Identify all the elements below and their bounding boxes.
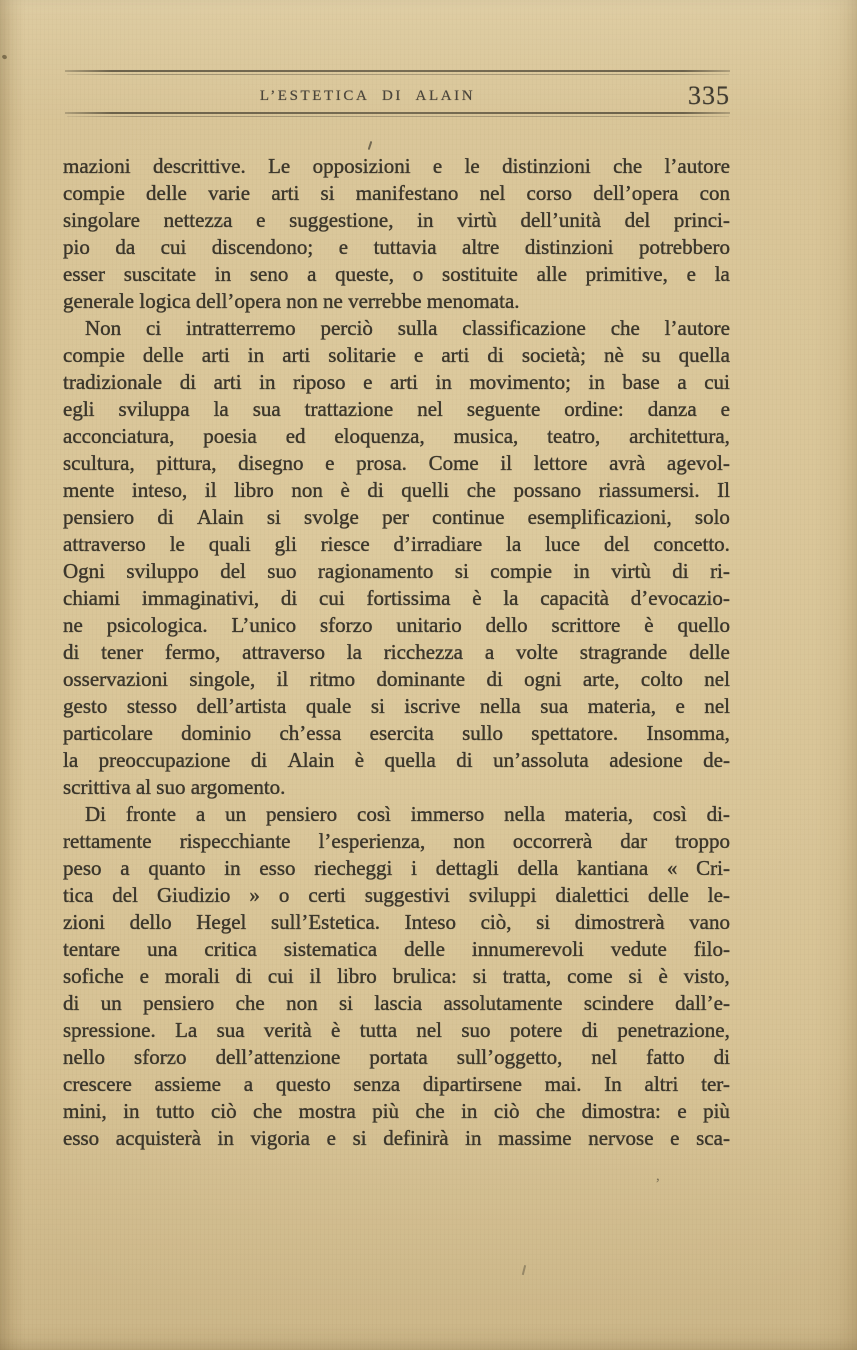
text-line: acconciatura, poesia ed eloquenza, musica, teatro, architettura,	[63, 424, 730, 448]
text-line: crescere assieme a questo senza dipartirsene mai. In altri ter-	[63, 1072, 730, 1096]
text-line: scrittiva al suo argomento.	[63, 775, 286, 799]
text-line: singolare nettezza e suggestione, in virtù dell’unità del princi-	[63, 208, 730, 232]
print-artifact: ,	[656, 1168, 660, 1184]
text-line: spressione. La sua verità è tutta nel suo potere di penetrazione,	[63, 1018, 730, 1042]
text-line: chiami immaginativi, di cui fortissima è la capacità d’evocazio-	[63, 586, 730, 610]
text-line: compie delle arti in arti solitarie e arti di società; nè su quella	[63, 343, 730, 367]
print-artifact	[368, 141, 373, 150]
running-header	[65, 81, 730, 112]
text-line: mini, in tutto ciò che mostra più che in ciò che dimostra: e più	[63, 1099, 730, 1123]
text-line: mente inteso, il libro non è di quelli che possano riassumersi. Il	[63, 478, 730, 502]
ink-speck	[1, 54, 7, 60]
text-line: tentare una critica sistematica delle innumerevoli vedute filo-	[63, 937, 730, 961]
text-line: generale logica dell’opera non ne verrebbe menomata.	[63, 289, 520, 313]
text-line: ne psicologica. L’unico sforzo unitario dello scrittore è quello	[63, 613, 730, 637]
page-text	[63, 153, 730, 1152]
text-line: scultura, pittura, disegno e prosa. Come il lettore avrà agevol-	[63, 451, 730, 475]
text-line: di un pensiero che non si lascia assolutamente scindere dall’e-	[63, 991, 730, 1015]
text-line: esso acquisterà in vigoria e si definirà in massime nervose e sca-	[63, 1126, 730, 1150]
text-line: rettamente rispecchiante l’esperienza, non occorrerà dar troppo	[63, 829, 730, 853]
text-line: attraverso le quali gli riesce d’irradiare la luce del concetto.	[63, 532, 730, 556]
text-line: egli sviluppa la sua trattazione nel seguente ordine: danza e	[63, 397, 730, 421]
text-line: tradizionale di arti in riposo e arti in movimento; in base a cui	[63, 370, 730, 394]
header-rule-bottom	[65, 112, 730, 114]
text-line: nello sforzo dell’attenzione portata sull’oggetto, nel fatto di	[63, 1045, 730, 1069]
text-line: tica del Giudizio » o certi suggestivi sviluppi dialettici delle le-	[63, 883, 730, 907]
running-header-title: L’ESTETICA DI ALAIN	[259, 88, 476, 104]
text-line: gesto stesso dell’artista quale si iscrive nella sua materia, e nel	[63, 694, 730, 718]
text-line: di tener fermo, attraverso la ricchezza a volte stragrande delle	[63, 640, 730, 664]
text-line: la preoccupazione di Alain è quella di un’assoluta adesione de-	[63, 748, 730, 772]
text-line: esser suscitate in seno a queste, o sostituite alle primitive, e la	[63, 262, 730, 286]
page-number: 335	[688, 81, 730, 110]
header-rule-top	[65, 70, 730, 72]
text-line: Ogni sviluppo del suo ragionamento si compie in virtù di ri-	[63, 559, 730, 583]
text-line: particolare dominio ch’essa esercita sullo spettatore. Insomma,	[63, 721, 730, 745]
text-line: mazioni descrittive. Le opposizioni e le distinzioni che l’autore	[63, 154, 730, 178]
text-line: compie delle varie arti si manifestano nel corso dell’opera con	[63, 181, 730, 205]
text-line: pensiero di Alain si svolge per continue esemplificazioni, solo	[63, 505, 730, 529]
print-artifact	[522, 1265, 526, 1275]
text-line: pio da cui discendono; e tuttavia altre distinzioni potrebbero	[63, 235, 730, 259]
text-line: peso a quanto in esso riecheggi i dettagli della kantiana « Cri-	[63, 856, 730, 880]
text-line: sofiche e morali di cui il libro brulica: si tratta, come si è visto,	[63, 964, 730, 988]
text-line: osservazioni singole, il ritmo dominante di ogni arte, colto nel	[63, 667, 730, 691]
text-line: zioni dello Hegel sull’Estetica. Inteso ciò, si dimostrerà vano	[63, 910, 730, 934]
text-line: Di fronte a un pensiero così immerso nella materia, così di-	[85, 802, 730, 826]
text-line: Non ci intratterremo perciò sulla classificazione che l’autore	[85, 316, 730, 340]
